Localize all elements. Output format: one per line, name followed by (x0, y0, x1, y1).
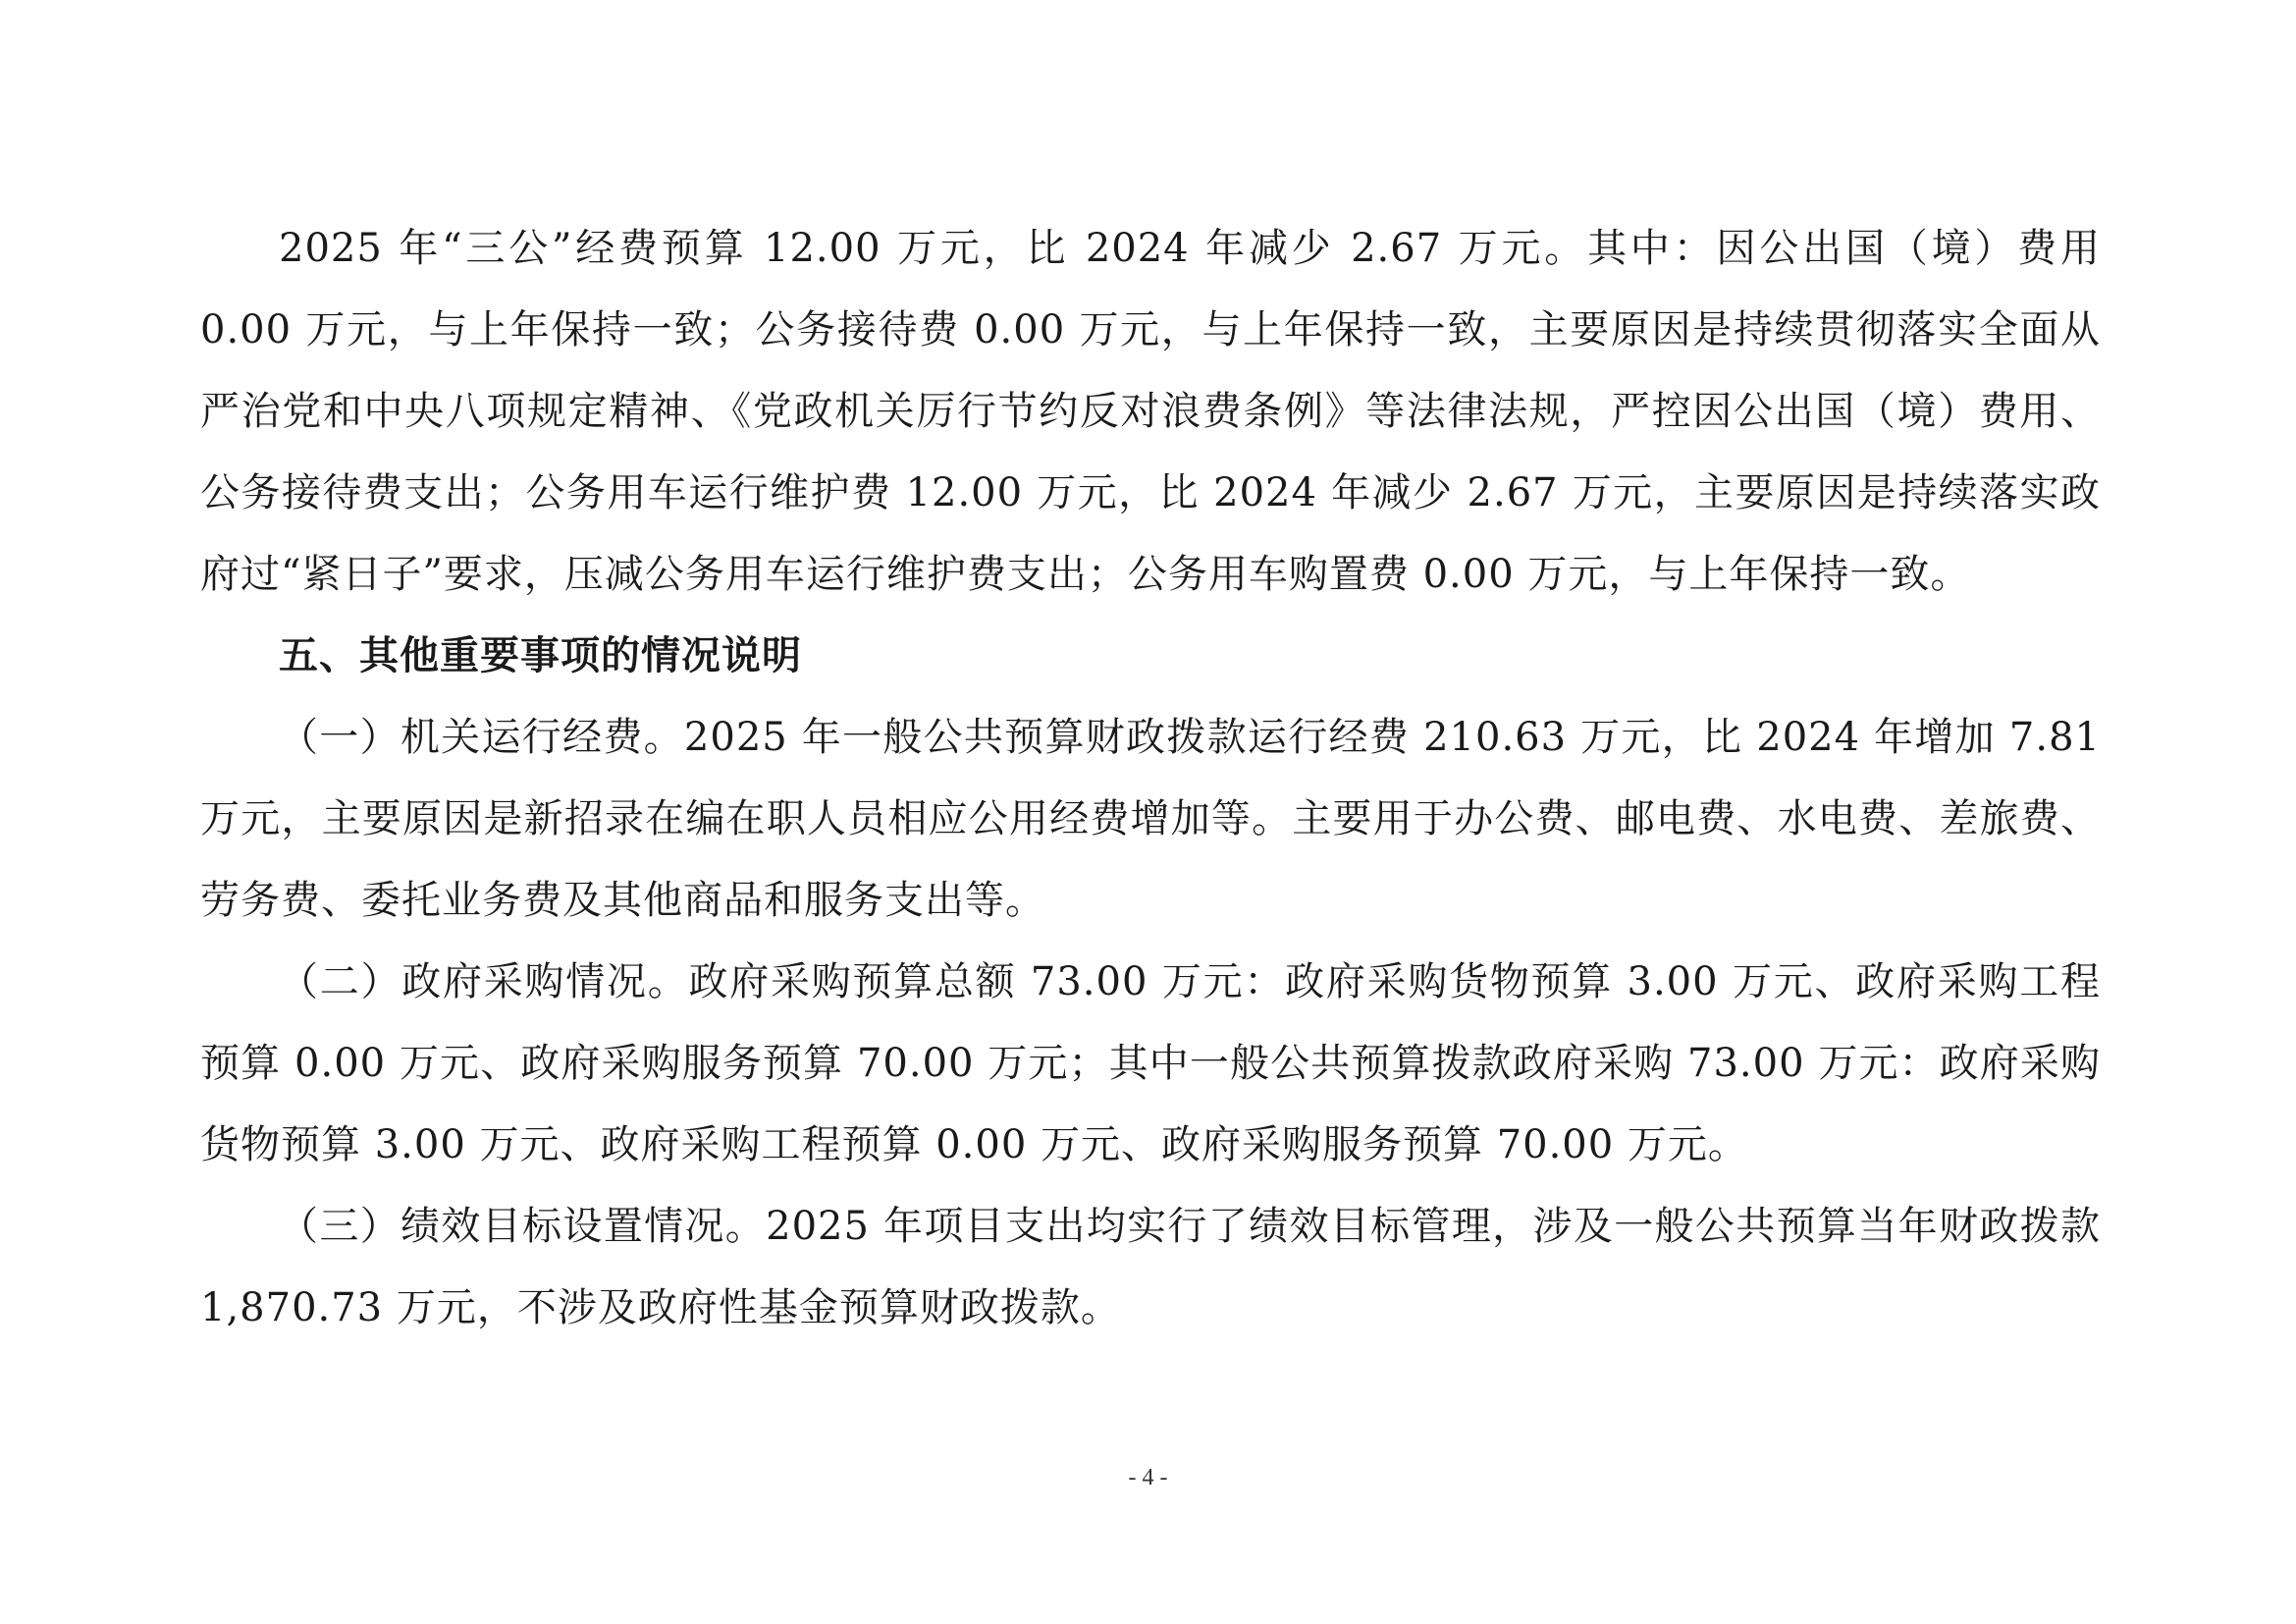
paragraph-operating-expenses: （一）机关运行经费。2025 年一般公共预算财政拨款运行经费 210.63 万元，比 2024 年增加 7.81 万元，主要原因是新招录在编在职人员相应公用经费增加等。主要用于办公费、邮电费、水电费、差旅费、劳务费、委托业务费及其他商品和服务支出等。 (200, 715, 2101, 923)
section-heading-other-matters: 五、其他重要事项的情况说明 (279, 633, 802, 678)
document-body (200, 208, 2101, 1349)
paragraph-three-public-expenses: 2025 年“三公”经费预算 12.00 万元，比 2024 年减少 2.67 万元。其中：因公出国（境）费用 0.00 万元，与上年保持一致；公务接待费 0.00 万元，与上年保持一致，主要原因是持续贯彻落实全面从严治党和中央八项规定精神、《党政机关厉行节约反对浪费条例》等法律法规，严控因公出国（境）费用、公务接待费支出；公务用车运行维护费 12.00 万元，比 2024 年减少 2.67 万元，主要原因是持续落实政府过“紧日子”要求，压减公务用车运行维护费支出；公务用车购置费 0.00 万元，与上年保持一致。 (200, 226, 2101, 597)
paragraph-performance-targets: （三）绩效目标设置情况。2025 年项目支出均实行了绩效目标管理，涉及一般公共预算当年财政拨款 1,870.73 万元，不涉及政府性基金预算财政拨款。 (200, 1204, 2101, 1330)
paragraph-government-procurement: （二）政府采购情况。政府采购预算总额 73.00 万元：政府采购货物预算 3.00 万元、政府采购工程预算 0.00 万元、政府采购服务预算 70.00 万元；其中一般公共预算拨款政府采购 73.00 万元：政府采购货物预算 3.00 万元、政府采购工程预算 0.00 万元、政府采购服务预算 70.00 万元。 (200, 959, 2101, 1167)
page-number: - 4 - (1128, 1465, 1168, 1490)
